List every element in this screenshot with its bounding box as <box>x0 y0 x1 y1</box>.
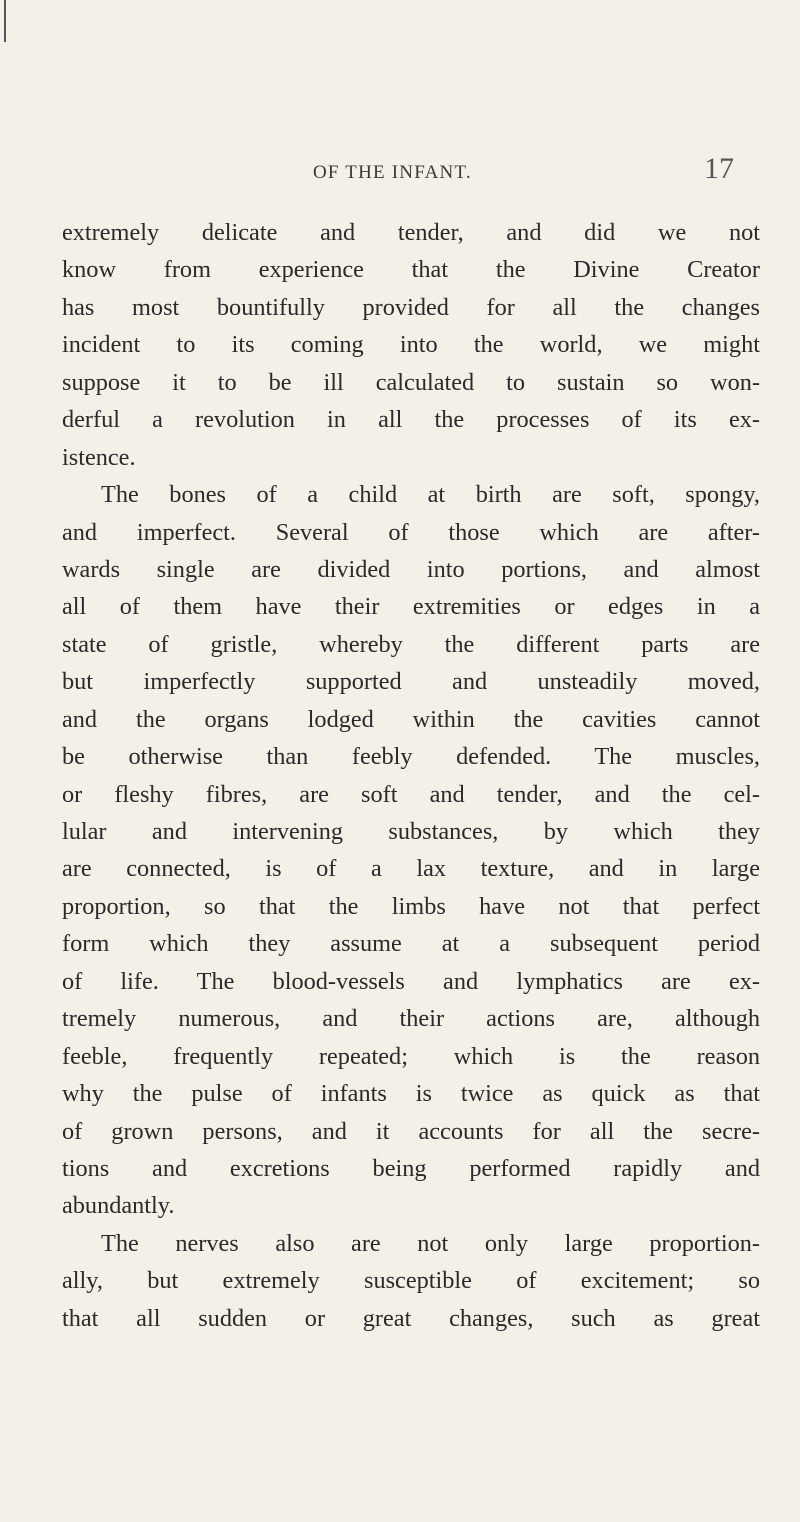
text-line: ally, but extremely susceptible of excitement; so <box>62 1267 760 1295</box>
text-line: proportion, so that the limbs have not that perfect <box>62 892 760 920</box>
text-line: suppose it to be ill calculated to sustain so won- <box>62 368 760 396</box>
text-line: The bones of a child at birth are soft, spongy, <box>101 481 760 509</box>
text-line: all of them have their extremities or edges in a <box>62 593 760 621</box>
text-line: and the organs lodged within the cavities cannot <box>62 705 760 733</box>
text-line: istence. <box>62 443 136 471</box>
text-line: that all sudden or great changes, such as great <box>62 1304 760 1332</box>
text-line: are connected, is of a lax texture, and in large <box>62 855 760 883</box>
text-line: derful a revolution in all the processes of its ex- <box>62 406 760 434</box>
text-line: tremely numerous, and their actions are, although <box>62 1005 760 1033</box>
text-line: lular and intervening substances, by which they <box>62 818 760 845</box>
text-line: incident to its coming into the world, we might <box>62 331 760 359</box>
text-line: of life. The blood-vessels and lymphatics are ex- <box>62 967 760 995</box>
text-line: abundantly. <box>62 1192 175 1220</box>
text-line: wards single are divided into portions, and almost <box>62 555 760 583</box>
page-number: 17 <box>704 152 734 185</box>
text-line: but imperfectly supported and unsteadily moved, <box>62 668 760 696</box>
text-line: know from experience that the Divine Creator <box>62 256 760 284</box>
text-line: and imperfect. Several of those which are after- <box>62 518 760 546</box>
text-line: why the pulse of infants is twice as quick as that <box>62 1080 760 1108</box>
text-line: extremely delicate and tender, and did we not <box>62 219 760 246</box>
binding-edge-mark <box>4 0 6 42</box>
text-line: be otherwise than feebly defended. The muscles, <box>62 743 760 771</box>
text-line: The nerves also are not only large proportion- <box>101 1229 760 1257</box>
text-line: feeble, frequently repeated; which is the reason <box>62 1042 760 1070</box>
text-line: of grown persons, and it accounts for all the secre- <box>62 1117 760 1145</box>
running-head <box>0 152 800 190</box>
text-line: has most bountifully provided for all the changes <box>62 293 760 321</box>
text-line: or fleshy fibres, are soft and tender, and the cel- <box>62 780 760 808</box>
text-line: form which they assume at a subsequent period <box>62 930 760 958</box>
body-text <box>62 214 760 1337</box>
text-line: tions and excretions being performed rapidly and <box>62 1154 760 1182</box>
running-title: OF THE INFANT. <box>313 162 472 183</box>
text-line: state of gristle, whereby the different parts are <box>62 630 760 658</box>
